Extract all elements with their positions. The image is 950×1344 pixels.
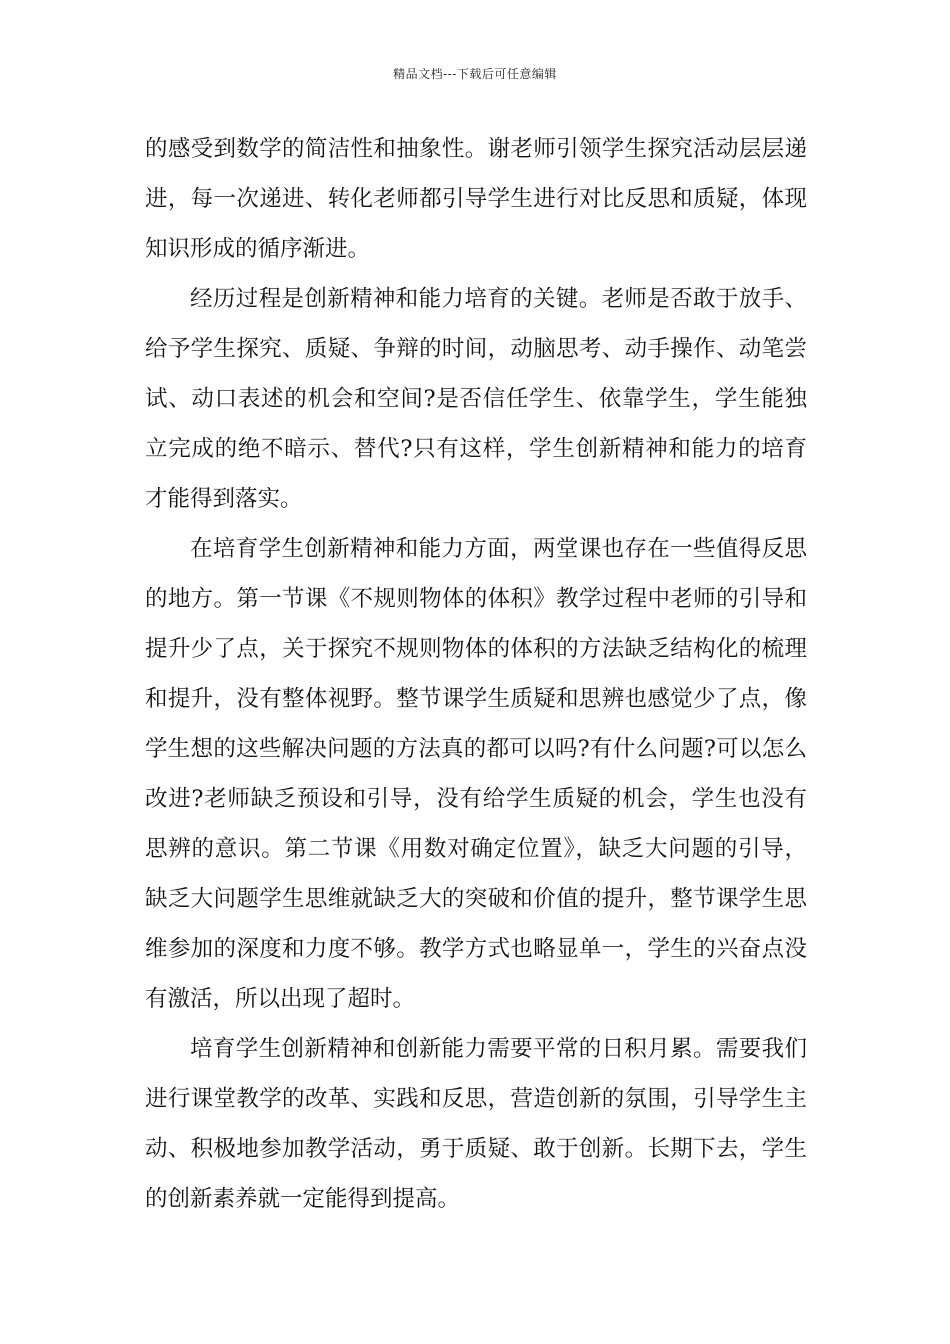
paragraph-1: 的感受到数学的简洁性和抽象性。谢老师引领学生探究活动层层递进，每一次递进、转化老师都引导学生进行对比反思和质疑，体现知识形成的循序渐进。 — [145, 136, 807, 262]
page-header: 精品文档---下载后可任意编辑 — [393, 67, 557, 81]
paragraph-4: 培育学生创新精神和创新能力需要平常的日积月累。需要我们进行课堂教学的改革、实践和反思，营造创新的氛围，引导学生主动、积极地参加教学活动，勇于质疑、敢于创新。长期下去，学生的创新素养就一定能得到提高。 — [145, 1036, 807, 1212]
paragraph-3: 在培育学生创新精神和能力方面，两堂课也存在一些值得反思的地方。第一节课《不规则物体的体积》教学过程中老师的引导和提升少了点，关于探究不规则物体的体积的方法缺乏结构化的梳理和提升，没有整体视野。整节课学生质疑和思辨也感觉少了点，像学生想的这些解决问题的方法真的都可以吗?有什么问题?可以怎么改进?老师缺乏预设和引导，没有给学生质疑的机会，学生也没有思辨的意识。第二节课《用数对确定位置》，缺乏大问题的引导，缺乏大问题学生思维就缺乏大的突破和价值的提升，整节课学生思维参加的深度和力度不够。教学方式也略显单一，学生的兴奋点没有激活，所以出现了超时。 — [145, 536, 807, 1012]
paragraph-2: 经历过程是创新精神和能力培育的关键。老师是否敢于放手、给予学生探究、质疑、争辩的时间，动脑思考、动手操作、动笔尝试、动口表述的机会和空间?是否信任学生、依靠学生，学生能独立完成的绝不暗示、替代?只有这样，学生创新精神和能力的培育才能得到落实。 — [145, 286, 807, 512]
document-body — [145, 124, 807, 1224]
